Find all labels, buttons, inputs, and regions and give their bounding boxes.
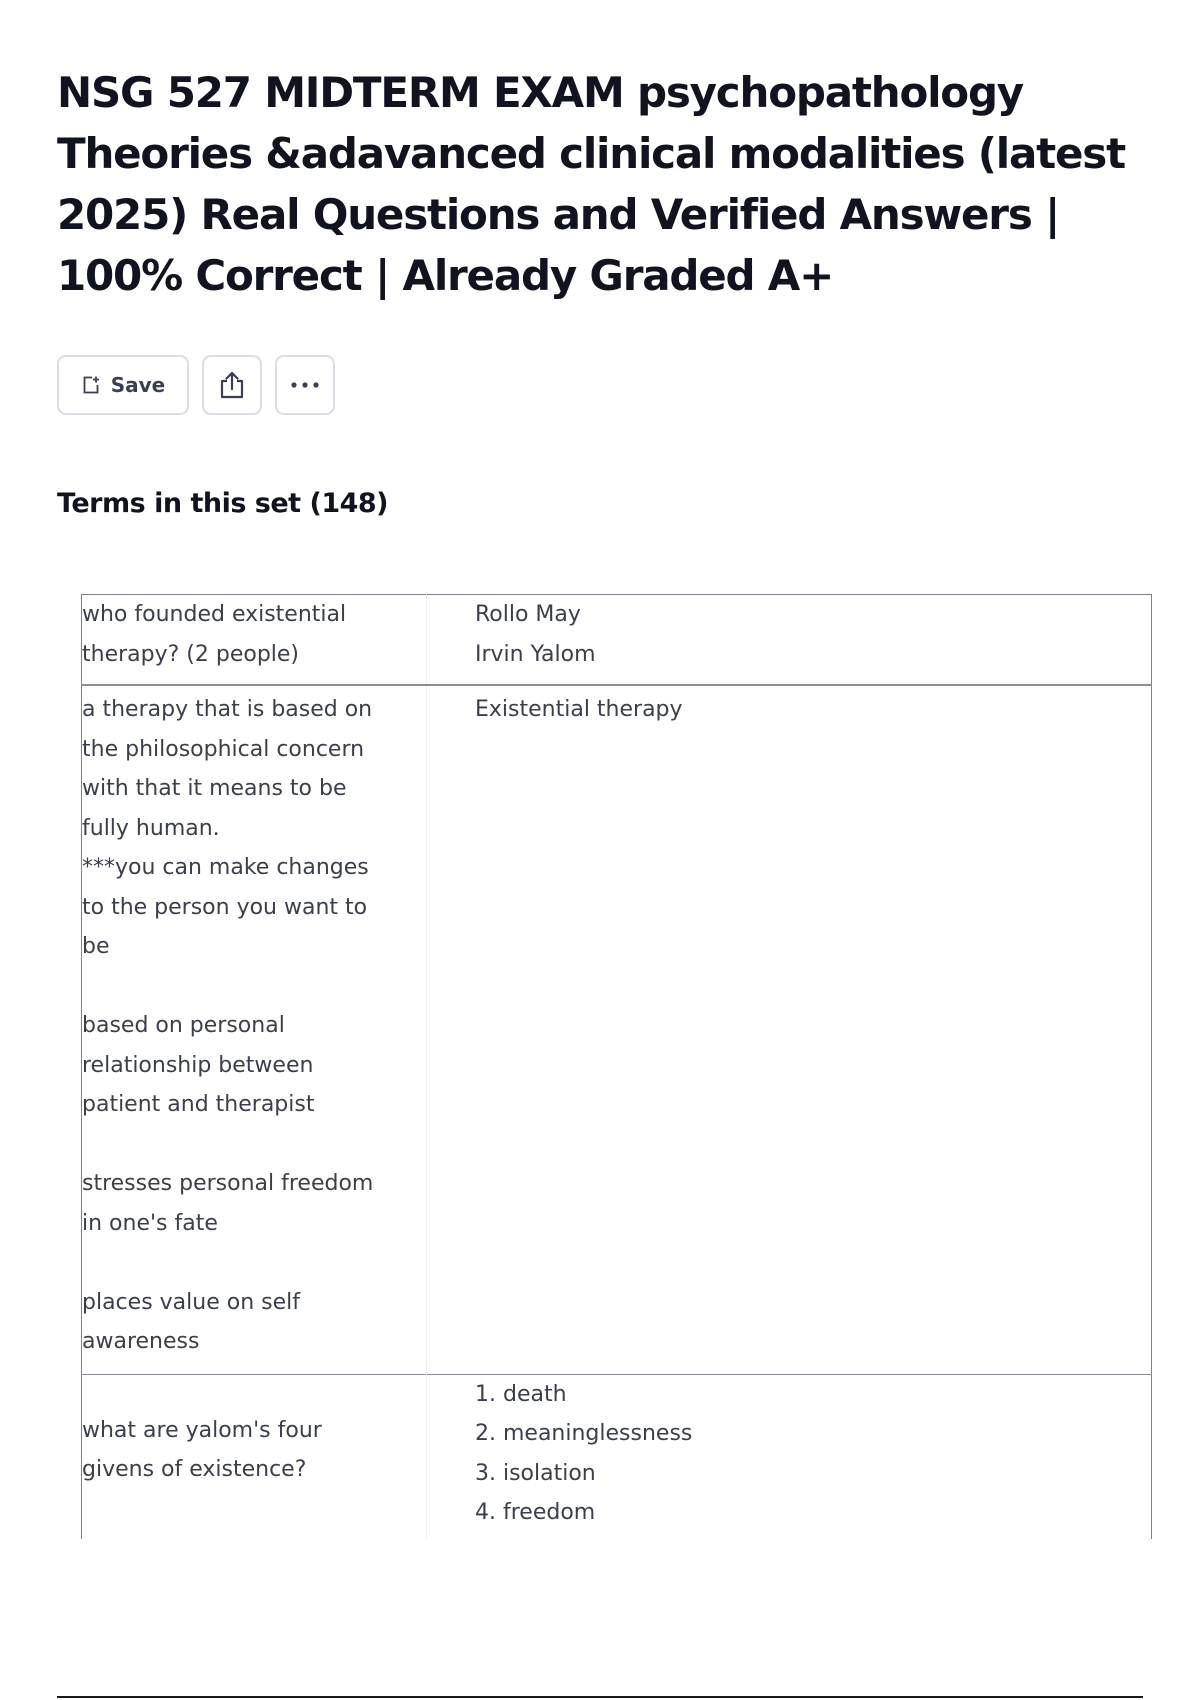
more-icon [290, 381, 320, 389]
footer-divider [57, 1696, 1143, 1698]
term-row [82, 1374, 1152, 1539]
page-title: NSG 527 MIDTERM EXAM psychopathology Theories &adavanced clinical modalities (latest 2025) Real Questions and Verified Answers | 100% Correct | Already Graded A+ [57, 68, 1125, 300]
definition-text: Rollo May Irvin Yalom [475, 602, 596, 667]
term-row [82, 685, 1152, 1374]
term-text: what are yalom's four givens of existence? [82, 1374, 427, 1539]
page-cutoff [0, 1543, 1200, 1700]
terms-table [81, 594, 1152, 1539]
share-icon [218, 370, 246, 400]
term-text: a therapy that is based on the philosophical concern with that it means to be fully human. ***you can make changes to the person you want to be based on personal relationship between patient and therapist stresses personal freedom in one's fate places value on self awareness [82, 685, 427, 1374]
share-button[interactable] [202, 355, 262, 415]
definition-text: Existential therapy [475, 697, 683, 722]
definition-text: 1. death 2. meaninglessness 3. isolation 4. freedom [475, 1381, 693, 1525]
more-options-button[interactable] [275, 355, 335, 415]
save-label: Save [110, 373, 166, 397]
save-icon [81, 375, 101, 395]
terms-heading: Terms in this set (148) [57, 488, 389, 519]
term-row [82, 595, 1152, 686]
term-text: who founded existential therapy? (2 people) [82, 595, 427, 686]
toolbar [57, 355, 335, 415]
save-button[interactable] [57, 355, 189, 415]
